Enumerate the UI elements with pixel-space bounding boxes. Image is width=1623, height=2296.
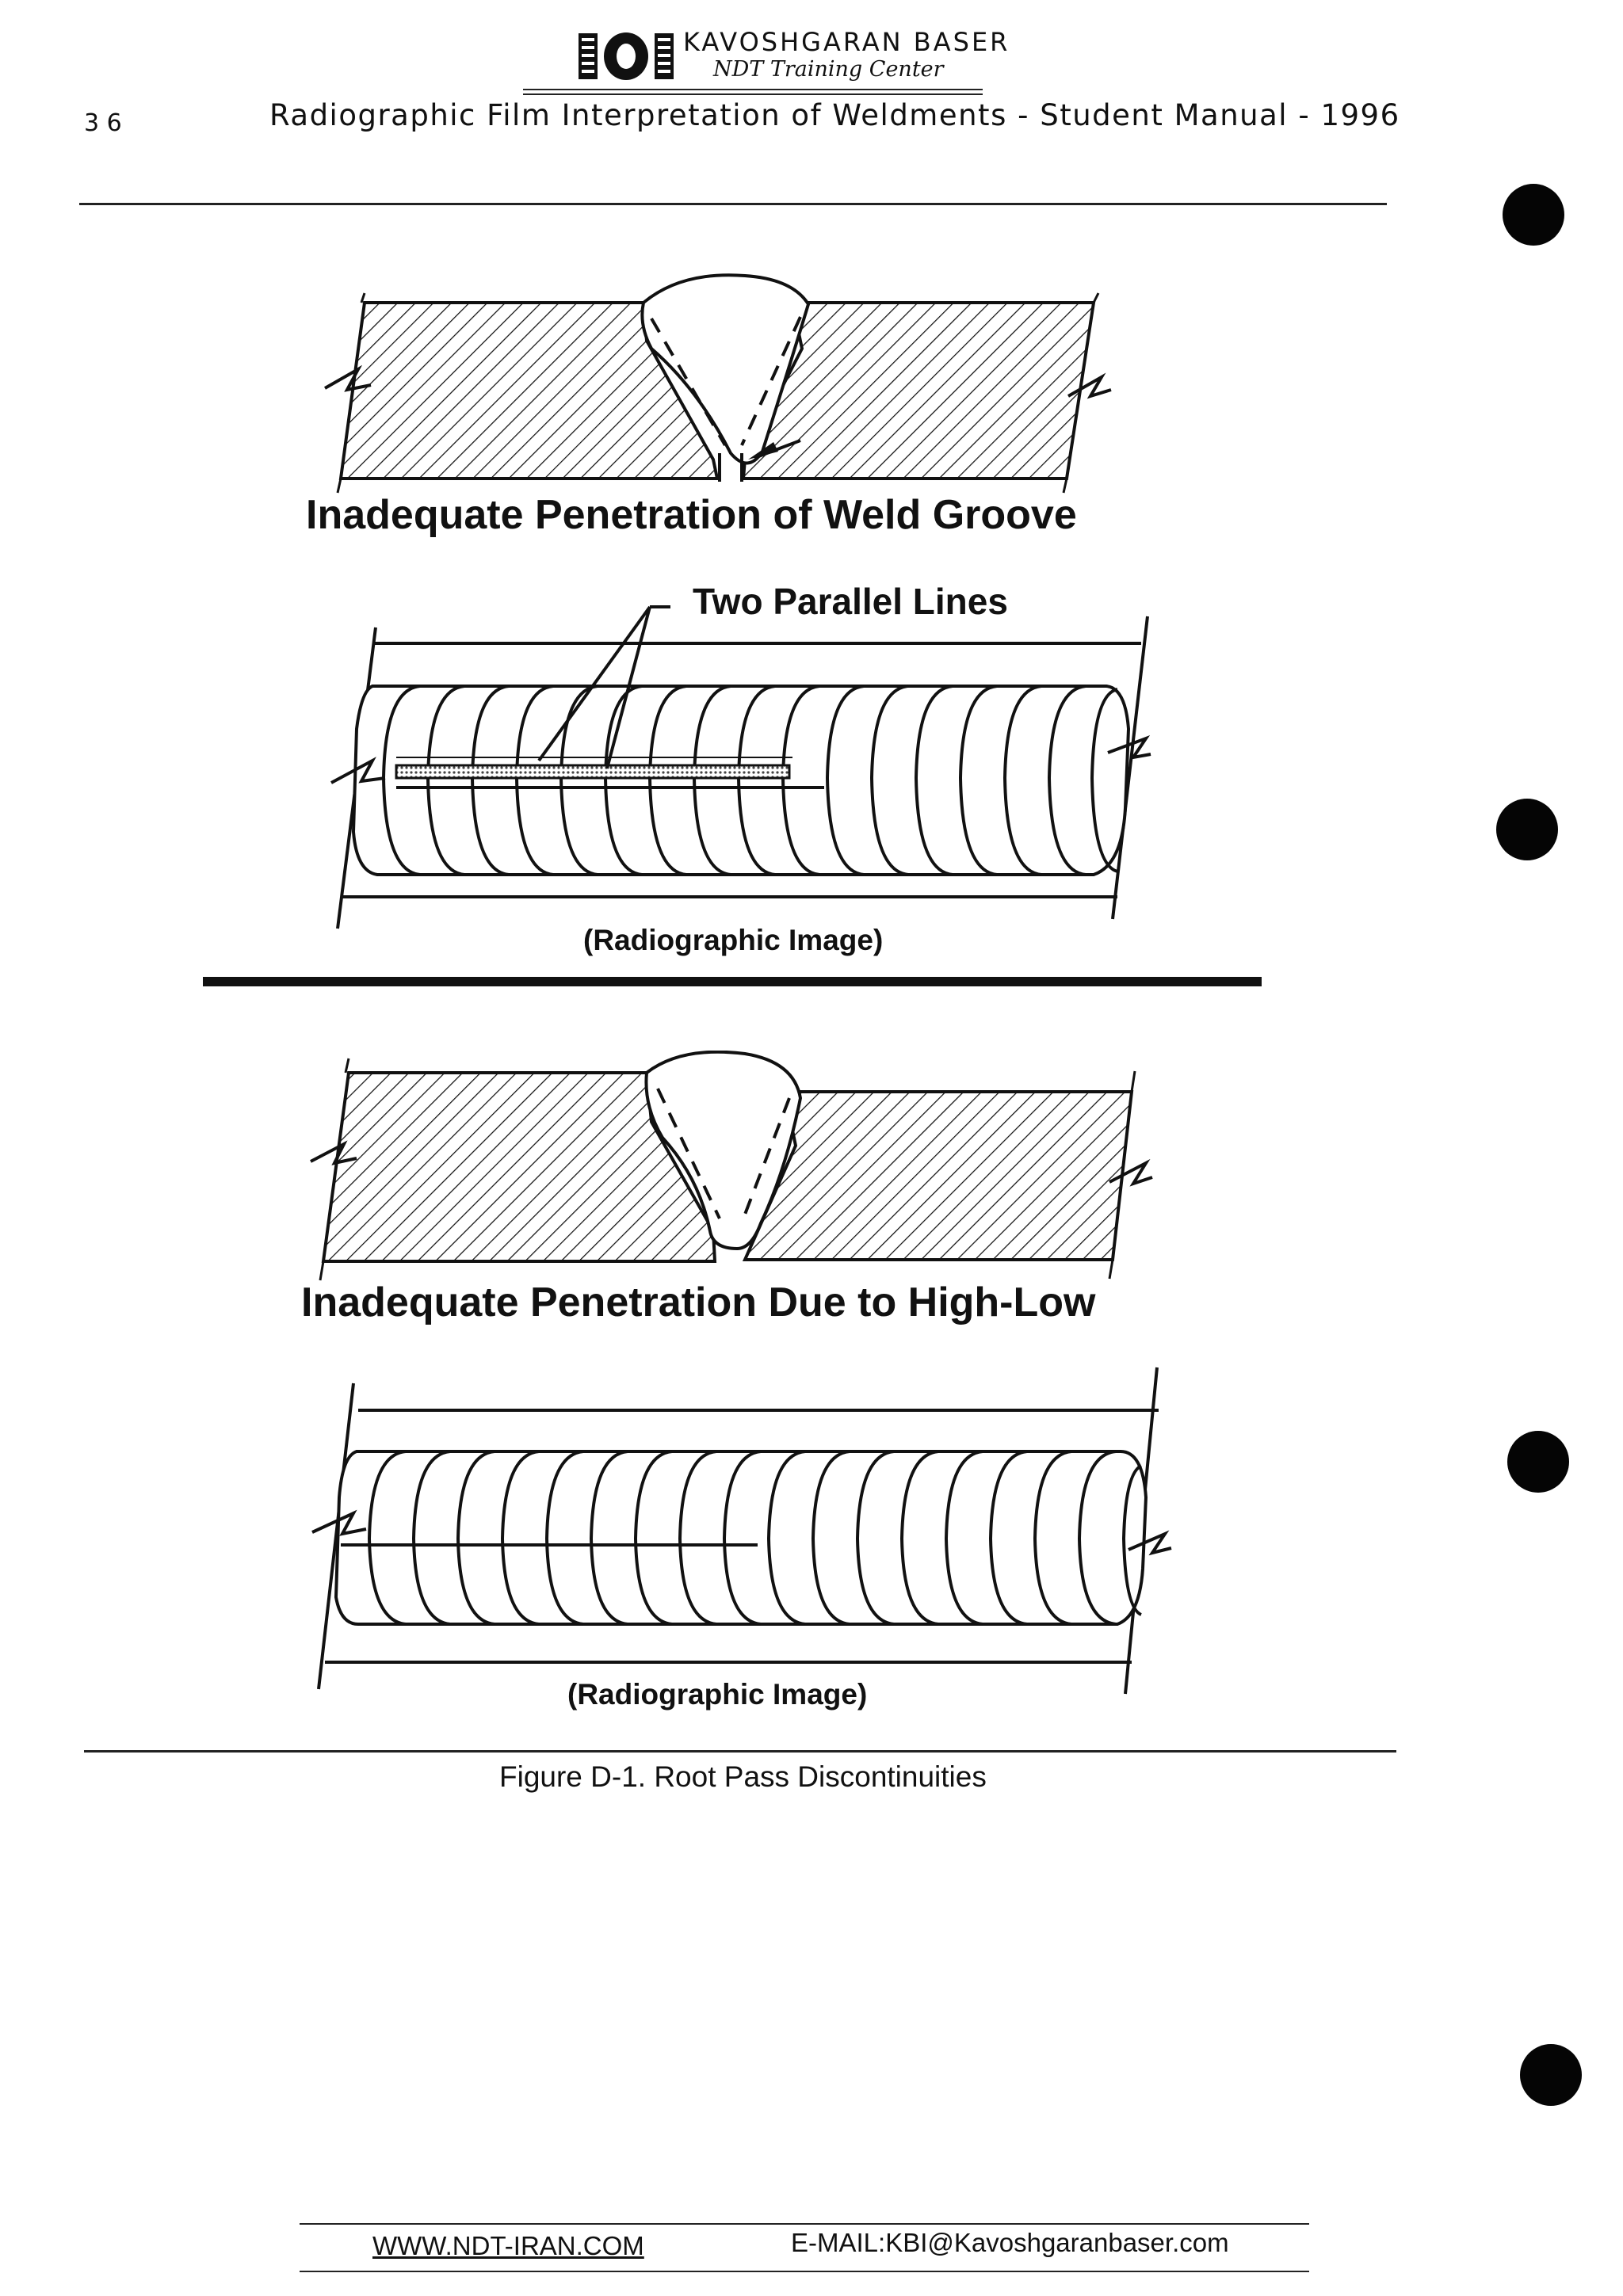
figure-caption: Figure D-1. Root Pass Discontinuities (499, 1760, 987, 1793)
punch-hole (1503, 184, 1564, 246)
org-name: KAVOSHGARAN BASER (683, 27, 1010, 57)
footer-website-link[interactable]: WWW.NDT-IRAN.COM (372, 2231, 644, 2260)
page-number: 3 6 (84, 109, 122, 137)
top-figure-title: Inadequate Penetration of Weld Groove (306, 492, 1077, 538)
header-divider (79, 203, 1387, 205)
two-parallel-lines-label: Two Parallel Lines (693, 581, 1008, 622)
running-title: Radiographic Film Interpretation of Weldments - Student Manual - 1996 (269, 98, 1400, 132)
logo-divider (523, 89, 983, 90)
footer-email[interactable]: E-MAIL:KBI@Kavoshgaranbaser.com (791, 2228, 1229, 2257)
top-radiographic-label: (Radiographic Image) (583, 924, 884, 956)
section-divider (203, 977, 1262, 986)
logo-divider-lower (523, 93, 983, 95)
footer-divider-bottom (300, 2271, 1309, 2272)
org-subtitle: NDT Training Center (713, 57, 944, 82)
caption-divider (84, 1750, 1396, 1753)
punch-hole (1520, 2044, 1582, 2106)
footer-divider-top (300, 2223, 1309, 2225)
org-logo-mark (577, 30, 678, 82)
top-radiographic-image (0, 570, 1623, 935)
high-low-cross-section (0, 1051, 1623, 1288)
bottom-radiographic-label: (Radiographic Image) (567, 1678, 868, 1711)
bottom-radiographic-image (0, 1363, 1623, 1711)
weld-groove-cross-section (0, 269, 1623, 507)
bottom-figure-title: Inadequate Penetration Due to High-Low (301, 1280, 1096, 1325)
